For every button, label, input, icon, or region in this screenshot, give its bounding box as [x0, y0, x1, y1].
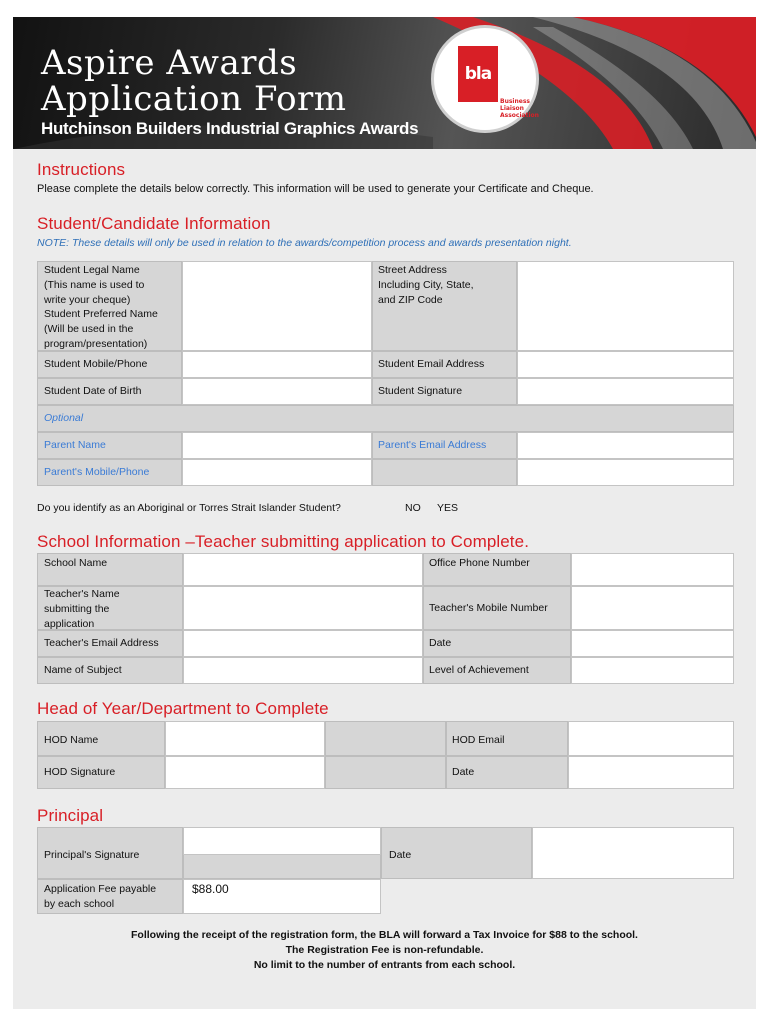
hod-gap-cell: [325, 721, 446, 756]
student-legal-name-label: Student Legal Name (This name is used to write your cheque): [44, 264, 145, 306]
parent-mobile-label: Parent's Mobile/Phone: [44, 466, 150, 478]
teacher-mobile-field[interactable]: [571, 586, 734, 630]
bla-logo-mark: bla: [458, 46, 498, 102]
student-signature-cell: [372, 378, 517, 405]
parent-name-label: Parent Name: [44, 439, 106, 451]
teacher-name-cell: [37, 586, 183, 630]
student-note: NOTE: These details will only be used in relation to the awards/competition process and awards presentation night.: [37, 237, 572, 249]
bla-logo: [431, 25, 539, 133]
student-dob-cell: [37, 378, 182, 405]
parent-email-field[interactable]: [517, 432, 734, 459]
parent-mobile-cell: [37, 459, 182, 486]
hod-date-cell: [446, 756, 568, 789]
subject-field[interactable]: [183, 657, 423, 684]
student-email-label: Student Email Address: [378, 358, 485, 370]
fee-cell: [37, 879, 183, 914]
principal-signature-field[interactable]: [183, 827, 381, 855]
student-email-cell: [372, 351, 517, 378]
teacher-mobile-cell: [423, 586, 571, 630]
student-email-field[interactable]: [517, 351, 734, 378]
hod-gap-cell-2: [325, 756, 446, 789]
instructions-text: Please complete the details below correctly. This information will be used to generate your Certificate and Cheque.: [37, 183, 594, 195]
student-heading: Student/Candidate Information: [37, 214, 271, 233]
parent-email-label: Parent's Email Address: [378, 439, 487, 451]
aboriginal-no-option[interactable]: NO: [405, 502, 421, 514]
school-name-field[interactable]: [183, 553, 423, 586]
hod-signature-field[interactable]: [165, 756, 325, 789]
optional-label: Optional: [44, 412, 84, 424]
footer-line1: Following the receipt of the registration form, the BLA will forward a Tax Invoice for $88 to the school.: [131, 929, 638, 941]
hod-email-label: HOD Email: [452, 734, 505, 746]
footer-line3: No limit to the number of entrants from each school.: [253, 959, 516, 971]
street-address-label: Street Address Including City, State, and ZIP Code: [378, 264, 474, 306]
office-phone-field[interactable]: [571, 553, 734, 586]
instructions-heading: Instructions: [37, 160, 126, 179]
student-signature-label: Student Signature: [378, 385, 463, 397]
parent-blank-field[interactable]: [517, 459, 734, 486]
office-phone-label: Office Phone Number: [429, 557, 530, 569]
teacher-email-label: Teacher's Email Address: [44, 637, 159, 649]
hod-email-field[interactable]: [568, 721, 734, 756]
parent-email-cell: [372, 432, 517, 459]
achievement-label: Level of Achievement: [429, 664, 529, 676]
aboriginal-yes-option[interactable]: YES: [437, 502, 459, 514]
fee-label: Application Fee payable by each school: [44, 883, 157, 910]
hod-date-label: Date: [452, 766, 475, 778]
student-name-field[interactable]: [182, 261, 372, 351]
achievement-cell: [423, 657, 571, 684]
principal-signature-cell: [37, 827, 183, 879]
hod-date-field[interactable]: [568, 756, 734, 789]
street-address-cell: [372, 261, 517, 351]
principal-date-cell: [381, 827, 532, 879]
school-heading: School Information –Teacher submitting application to Complete.: [37, 532, 530, 551]
student-dob-field[interactable]: [182, 378, 372, 405]
hod-email-cell: [446, 721, 568, 756]
achievement-field[interactable]: [571, 657, 734, 684]
school-date-cell: [423, 630, 571, 657]
teacher-email-field[interactable]: [183, 630, 423, 657]
office-phone-cell: [423, 553, 571, 586]
optional-row: [37, 405, 734, 432]
form-subtitle: Hutchinson Builders Industrial Graphics Awards: [41, 119, 419, 138]
student-preferred-name-label: Student Preferred Name (Will be used in the program/presentation): [44, 308, 158, 350]
teacher-name-field[interactable]: [183, 586, 423, 630]
student-dob-label: Student Date of Birth: [44, 385, 142, 397]
teacher-email-cell: [37, 630, 183, 657]
student-mobile-cell: [37, 351, 182, 378]
form-title-line1: Aspire Awards: [41, 43, 298, 83]
fee-value-field: [183, 879, 381, 914]
student-signature-field[interactable]: [517, 378, 734, 405]
principal-date-label: Date: [389, 849, 412, 861]
hod-heading: Head of Year/Department to Complete: [37, 699, 329, 718]
school-date-label: Date: [429, 637, 452, 649]
form-page: [13, 17, 756, 1009]
parent-name-field[interactable]: [182, 432, 372, 459]
form-title-line2: Application Form: [41, 79, 347, 119]
parent-name-cell: [37, 432, 182, 459]
hod-signature-label: HOD Signature: [44, 766, 116, 778]
subject-label: Name of Subject: [44, 664, 122, 676]
principal-signature-label: Principal's Signature: [44, 849, 140, 861]
subject-cell: [37, 657, 183, 684]
principal-heading: Principal: [37, 806, 104, 825]
student-legal-name-cell: [37, 261, 182, 351]
hod-signature-cell: [37, 756, 165, 789]
parent-blank-cell: [372, 459, 517, 486]
fee-value: $88.00: [192, 882, 229, 896]
footer-line2: The Registration Fee is non-refundable.: [285, 944, 484, 956]
school-name-label: School Name: [44, 557, 108, 569]
student-mobile-label: Student Mobile/Phone: [44, 358, 148, 370]
principal-date-field[interactable]: [532, 827, 734, 879]
header-banner: [13, 17, 756, 149]
principal-signature-under: [183, 855, 381, 879]
student-mobile-field[interactable]: [182, 351, 372, 378]
parent-mobile-field[interactable]: [182, 459, 372, 486]
street-address-field[interactable]: [517, 261, 734, 351]
school-date-field[interactable]: [571, 630, 734, 657]
teacher-name-label: Teacher's Name submitting the application: [44, 588, 120, 630]
hod-name-cell: [37, 721, 165, 756]
school-name-cell: [37, 553, 183, 586]
bla-logo-text: Business Liaison Association: [500, 98, 539, 119]
hod-name-field[interactable]: [165, 721, 325, 756]
hod-name-label: HOD Name: [44, 734, 99, 746]
teacher-mobile-label: Teacher's Mobile Number: [429, 602, 548, 614]
aboriginal-question: Do you identify as an Aboriginal or Torres Strait Islander Student?: [37, 502, 341, 514]
